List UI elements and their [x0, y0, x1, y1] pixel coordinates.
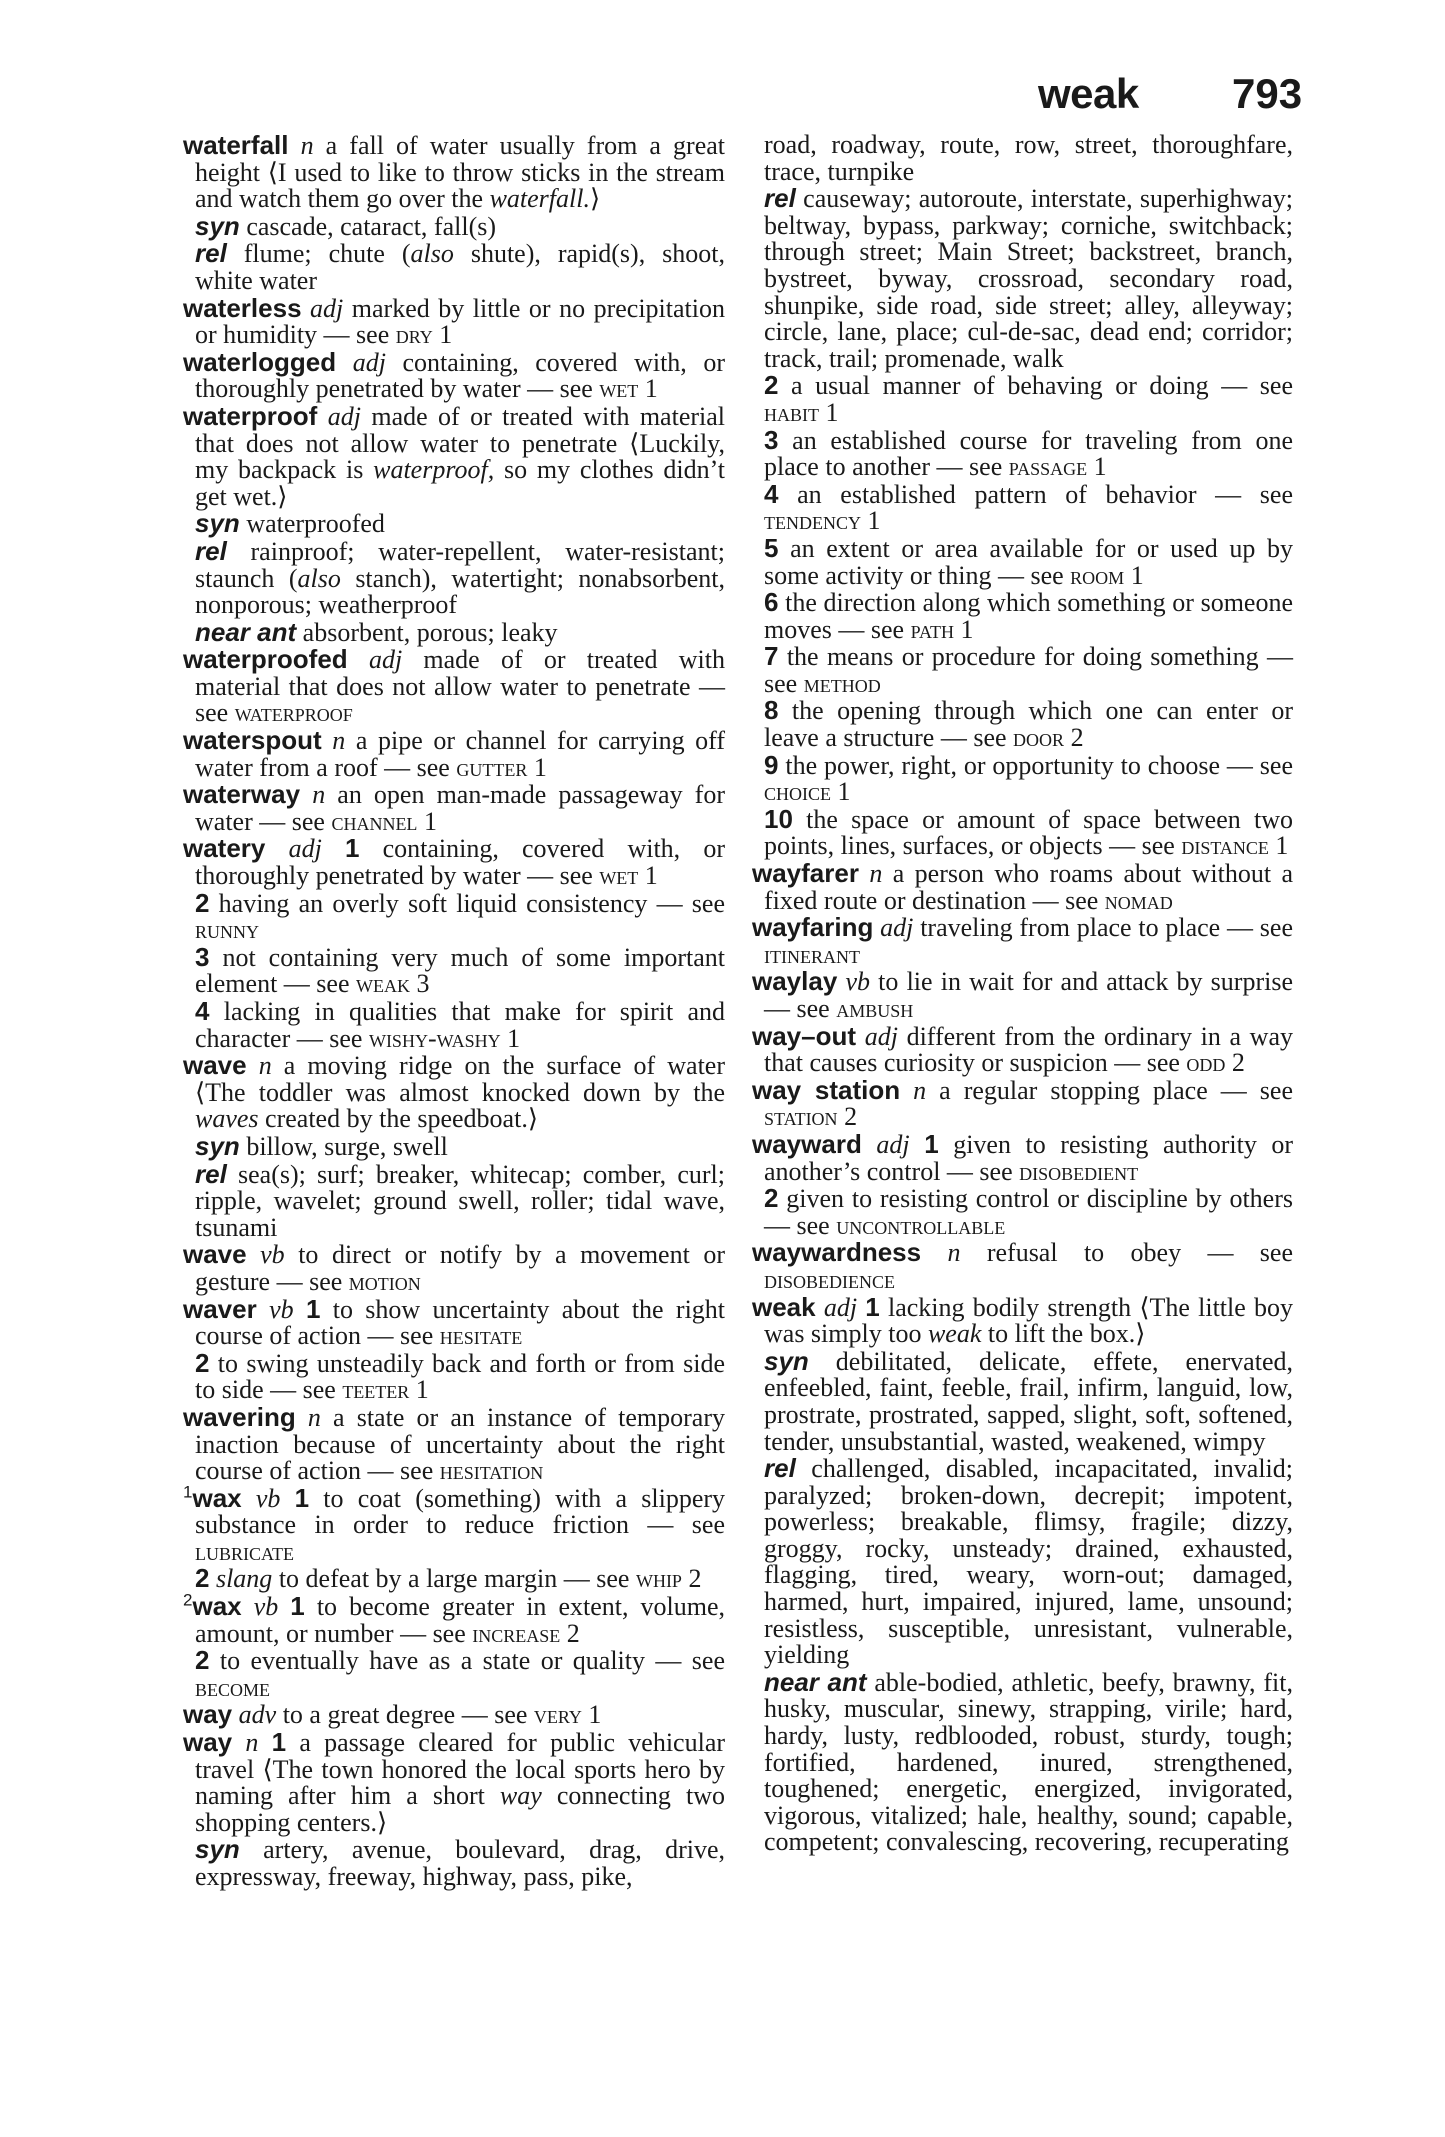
text: so my clothes didn’t get wet.⟩ [195, 455, 726, 511]
headword: waterless [183, 292, 302, 323]
text: different from the ordinary in a way that causes curiosity or suspicion — see [764, 1021, 1293, 1078]
headword: wayward [752, 1128, 862, 1159]
guide-word: weak [1038, 70, 1139, 117]
text [336, 348, 353, 377]
section-label: near ant [195, 616, 297, 647]
part-of-speech: vb [269, 1294, 294, 1324]
text: not containing very much of some important element — see [195, 942, 725, 999]
text: 1 [1124, 560, 1144, 590]
entry-subsense [752, 132, 1293, 185]
text: 1 [432, 320, 453, 350]
dictionary-entry [183, 1482, 726, 1566]
part-of-speech: adj [288, 834, 322, 864]
text: ⟩ [589, 184, 601, 214]
cross-reference: weak [356, 969, 410, 999]
text: a pipe or channel for carrying off water from a roof — see [195, 726, 725, 782]
text: to show uncertainty about the right course of action — see [195, 1294, 726, 1351]
text [300, 780, 312, 809]
page-number: 793 [1232, 70, 1303, 117]
text: refusal to obey — see [960, 1238, 1294, 1268]
text: 2 [681, 1564, 702, 1594]
entry-subsense [752, 643, 1293, 697]
cross-reference: lubricate [195, 1536, 294, 1566]
headword: waterproof [183, 400, 318, 431]
cross-reference: channel [331, 806, 418, 836]
section-label: syn [195, 508, 240, 539]
dictionary-entry [752, 1074, 1293, 1132]
sense-number: 3 [764, 424, 779, 455]
dictionary-entry [183, 835, 725, 889]
cross-reference: method [803, 668, 881, 698]
sense-number: 1 [290, 1591, 305, 1622]
sense-number: 2 [764, 370, 779, 401]
part-of-speech: adv [238, 1700, 277, 1730]
section-label: syn [195, 210, 240, 241]
part-of-speech: adj [876, 1129, 910, 1159]
dictionary-entry [752, 1239, 1293, 1293]
headword: waywardness [752, 1237, 922, 1268]
part-of-speech: n [258, 1051, 272, 1081]
text: to lie in wait for and attack by surprise — see [764, 967, 1293, 1023]
text: 1 [819, 397, 839, 427]
headword: waver [183, 1293, 257, 1324]
text: 1 [638, 861, 658, 891]
text: the space or amount of space between two points, lines, surfaces, or objects — see [764, 804, 1293, 861]
entry-subsense [183, 210, 725, 241]
part-of-speech: adj [864, 1021, 898, 1051]
entry-subsense [183, 1565, 725, 1593]
headword: waterspout [183, 725, 322, 756]
headword: waterway [183, 779, 301, 810]
cross-reference: waterproof [234, 698, 353, 728]
headword: wax [192, 1591, 242, 1622]
italic-text: waves [195, 1104, 259, 1134]
italic-text: waterproof, [373, 455, 495, 485]
text: a person who roams about without a fixed route or destination — see [764, 859, 1293, 915]
text: traveling from place to place — see [913, 913, 1294, 943]
text [348, 645, 369, 674]
part-of-speech: n [869, 859, 883, 889]
text: 1 [581, 1700, 602, 1730]
headword: wayfarer [752, 858, 859, 889]
entry-subsense [183, 240, 725, 294]
text: 1 [831, 777, 851, 807]
sense-number: 3 [195, 941, 210, 972]
sense-number: 2 [764, 1183, 779, 1214]
dictionary-entry [183, 1729, 725, 1836]
entry-subsense [752, 749, 1293, 807]
text: made of or treated with material that does not allow water to penetrate — see [195, 645, 725, 728]
text [258, 1728, 271, 1757]
running-header [0, 70, 1445, 130]
text: 1 [527, 752, 547, 782]
text: able-bodied, athletic, beefy, brawny, fit, husky, muscular, sinewy, strapping, virile; hard, hardy, lusty, redblooded, robust, sturdy, tough; fortified, hardened, inured, strengthened, toughened; energetic, energized, invigorated, vigorous, vitalized; hale, healthy, sound; capable, competent; convalescing, recovering, recuperating [764, 1667, 1293, 1857]
dictionary-entry [183, 346, 725, 404]
text: stanch), watertight; nonabsorbent, nonporous; weatherproof [195, 563, 725, 620]
cross-reference: whip [635, 1564, 682, 1594]
sense-number: 1 [344, 833, 360, 864]
cross-reference: hesitation [439, 1456, 544, 1486]
part-of-speech: n [913, 1075, 927, 1105]
text: absorbent, porous; leaky [296, 617, 558, 647]
text: to coat (something) with a slippery substance in order to reduce friction — see [195, 1483, 726, 1540]
cross-reference: teeter [342, 1375, 410, 1405]
text: an extent or area available for or used up by some activity or thing — see [764, 533, 1293, 590]
text [921, 1238, 947, 1267]
headword: wave [183, 1239, 247, 1270]
text: a state or an instance of temporary inaction because of uncertainty about the right course of action — see [195, 1402, 725, 1486]
headword: waylay [752, 966, 838, 997]
part-of-speech: n [332, 726, 346, 756]
text: to eventually have as a state or quality — see [209, 1646, 725, 1676]
section-label: syn [195, 1130, 240, 1161]
sense-number: 4 [764, 478, 779, 509]
text: marked by little or no precipitation or humidity — see [195, 293, 725, 350]
dictionary-entry [752, 914, 1293, 968]
section-label: rel [764, 1453, 796, 1484]
entry-subsense [183, 616, 725, 647]
dictionary-entry [752, 1020, 1293, 1078]
italic-text: way [499, 1781, 542, 1811]
left-column [183, 132, 725, 1891]
sense-number: 5 [764, 532, 779, 563]
headword: wave [183, 1050, 247, 1081]
text: an established course for traveling from one place to another — see [764, 425, 1293, 482]
text: 1 [861, 506, 881, 536]
entry-subsense [183, 998, 725, 1052]
dictionary-entry [183, 1401, 725, 1486]
text [816, 1293, 824, 1322]
text: to a great degree — see [276, 1700, 534, 1730]
entry-subsense [183, 510, 725, 538]
section-label: rel [764, 183, 796, 214]
text: a usual manner of behaving or doing — see [778, 371, 1293, 401]
dictionary-entry [183, 1052, 725, 1133]
cross-reference: station [764, 1102, 838, 1132]
part-of-speech: adj [352, 347, 386, 377]
text [856, 1022, 865, 1051]
cross-reference: wet [599, 374, 639, 404]
italic-text: also [410, 239, 454, 269]
text [280, 1484, 294, 1513]
dictionary-entry [183, 781, 725, 835]
cross-reference: increase [472, 1618, 561, 1648]
text: a passage cleared for public vehicular travel ⟨The town honored the local sports hero by naming after him a short [195, 1728, 726, 1811]
headword: way [183, 1699, 233, 1730]
headword: wayfaring [752, 912, 874, 943]
sense-number: 9 [764, 749, 779, 780]
text: created by the speedboat.⟩ [258, 1104, 538, 1134]
part-of-speech: n [947, 1238, 961, 1268]
text [232, 1728, 245, 1757]
text [242, 1484, 256, 1513]
section-label: syn [764, 1345, 809, 1376]
cross-reference: runny [195, 915, 260, 945]
text: lacking in qualities that make for spirit and character — see [195, 997, 725, 1053]
text: to lift the box.⟩ [981, 1319, 1146, 1349]
text [257, 1295, 269, 1324]
dictionary-entry [183, 1701, 725, 1729]
headword: wavering [183, 1401, 296, 1432]
text: 2 [1064, 723, 1084, 753]
dictionary-entry [183, 132, 725, 213]
sense-number: 8 [764, 695, 779, 726]
dictionary-entry [752, 1128, 1294, 1186]
entry-subsense [183, 887, 725, 945]
headword: watery [183, 833, 266, 864]
text: 1 [500, 1023, 521, 1053]
cross-reference: disobedience [764, 1264, 895, 1294]
sense-number: 6 [764, 587, 779, 618]
cross-reference: dry [395, 320, 433, 350]
headword: way station [752, 1074, 901, 1105]
cross-reference: become [195, 1672, 271, 1702]
text: the opening through which one can enter or leave a structure — see [764, 696, 1293, 753]
text: made of or treated with material that does not allow water to penetrate ⟨Luckily, my backpack is [195, 401, 726, 485]
cross-reference: motion [348, 1266, 421, 1296]
text [296, 1403, 308, 1432]
text [289, 131, 301, 160]
text: causeway; autoroute, interstate, superhighway; beltway, bypass, parkway; corniche, switchback; through street; Main Street; backstreet, branch, bystreet, byway, crossroad, secondary road, shunpike, side road, side street; alley, alleyway; circle, lane, place; cul-de-sac, dead end; corridor; track, trail; promenade, walk [764, 184, 1293, 373]
cross-reference: passage [1008, 452, 1088, 482]
text: debilitated, delicate, effete, enervated, enfeebled, faint, feeble, frail, infirm, languid, low, prostrate, prostrated, sapped, slight, soft, softened, tender, unsubstantial, wasted, weakened, wimpy [764, 1346, 1293, 1456]
headword: way [183, 1727, 233, 1758]
text [322, 834, 345, 863]
text: to swing unsteadily back and forth or from side to side — see [195, 1348, 725, 1405]
text: waterproofed [239, 509, 385, 539]
dictionary-entry [183, 292, 725, 350]
entry-subsense [752, 1666, 1293, 1857]
text: sea(s); surf; breaker, whitecap; comber, curl; ripple, wavelet; ground swell, roller; tidal wave, tsunami [195, 1159, 725, 1242]
section-label: near ant [764, 1666, 867, 1697]
entry-subsense [752, 1185, 1293, 1239]
headword: way–out [752, 1020, 857, 1051]
text [862, 1130, 877, 1159]
text: 1 [953, 614, 974, 644]
sense-number: 1 [865, 1291, 880, 1322]
cross-reference: ambush [836, 994, 914, 1023]
cross-reference: wishy-washy [368, 1023, 501, 1053]
dictionary-entry [183, 646, 725, 727]
headword: waterfall [183, 130, 289, 160]
section-label: rel [195, 535, 227, 566]
entry-subsense [752, 372, 1293, 426]
text: 2 [560, 1618, 580, 1648]
italic-text: waterfall. [489, 184, 590, 214]
cross-reference: itinerant [764, 939, 860, 969]
entry-subsense [183, 1158, 725, 1242]
part-of-speech: adj [368, 645, 403, 675]
dictionary-entry [752, 1291, 1294, 1349]
homograph-number: 1 [183, 1482, 193, 1502]
part-of-speech: vb [253, 1592, 279, 1622]
cross-reference: choice [764, 777, 831, 807]
text: connecting two shopping centers.⟩ [195, 1781, 725, 1837]
part-of-speech: adj [327, 401, 361, 431]
italic-text: also [297, 563, 341, 593]
text: 2 [837, 1102, 858, 1132]
text: 1 [638, 374, 658, 404]
text: an open man-made passageway for water — see [195, 780, 726, 836]
entry-subsense [752, 185, 1293, 372]
sense-number: 7 [764, 641, 779, 672]
headword: waterproofed [183, 644, 348, 675]
text: an established pattern of behavior — see [778, 479, 1293, 509]
part-of-speech: adj [310, 293, 344, 323]
part-of-speech: adj [880, 913, 914, 943]
dictionary-entry [752, 860, 1293, 914]
sense-number: 10 [764, 803, 793, 834]
text: to become greater in extent, volume, amount, or number — see [195, 1592, 726, 1648]
cross-reference: gutter [456, 752, 528, 782]
cross-reference: distance [1181, 831, 1269, 861]
italic-text: slang [215, 1564, 273, 1594]
text: given to resisting control or discipline by others — see [764, 1184, 1293, 1240]
text [265, 834, 288, 863]
text: the direction along which something or someone moves — see [764, 588, 1293, 644]
text: a moving ridge on the surface of water ⟨The toddler was almost knocked down by the [195, 1051, 726, 1107]
sense-number: 4 [195, 996, 210, 1026]
cross-reference: disobedient [1019, 1156, 1139, 1186]
text [247, 1240, 261, 1269]
entry-subsense [752, 424, 1293, 482]
sense-number: 2 [195, 1347, 210, 1378]
section-label: syn [195, 1834, 240, 1865]
dictionary-entry [752, 968, 1293, 1022]
text: artery, avenue, boulevard, drag, drive, expressway, freeway, highway, pass, pike, [195, 1835, 725, 1891]
text: road, roadway, route, row, street, thoroughfare, trace, turnpike [764, 130, 1293, 186]
cross-reference: wet [599, 861, 639, 891]
text: 2 [1225, 1048, 1245, 1078]
headword: waterlogged [183, 346, 337, 377]
text [900, 1076, 913, 1105]
text: to defeat by a large margin — see [272, 1564, 636, 1594]
text: challenged, disabled, incapacitated, invalid; paralyzed; broken-down, decrepit; impotent, powerless; breakable, flimsy, fragile; dizzy, groggy, rocky, unsteady; drained, exhausted, flagging, tired, weary, worn-out; damaged, harmed, hurt, impaired, injured, lame, unsound; resistless, susceptible, unresistant, vulnerable, yielding [764, 1454, 1293, 1670]
cross-reference: habit [764, 397, 819, 427]
cross-reference: uncontrollable [836, 1210, 1006, 1240]
text [278, 1592, 290, 1621]
text [294, 1295, 306, 1324]
part-of-speech: n [312, 780, 326, 810]
text: given to resisting authority or another’s control — see [764, 1129, 1294, 1186]
text: billow, surge, swell [239, 1131, 448, 1161]
section-label: rel [195, 1158, 227, 1189]
text: containing, covered with, or thoroughly penetrated by water — see [195, 347, 725, 404]
sense-number: 2 [195, 1645, 210, 1676]
text: the power, right, or opportunity to choose — see [778, 750, 1293, 780]
dictionary-entry [183, 727, 725, 781]
entry-subsense [183, 1130, 725, 1161]
text: 1 [1268, 831, 1289, 861]
cross-reference: nomad [1104, 885, 1173, 915]
part-of-speech: vb [255, 1483, 281, 1513]
sense-number: 2 [195, 887, 210, 918]
part-of-speech: n [245, 1728, 259, 1758]
cross-reference: tendency [764, 506, 861, 536]
cross-reference: door [1013, 723, 1065, 753]
entry-subsense [752, 1345, 1293, 1456]
text: 1 [417, 806, 437, 836]
part-of-speech: n [307, 1402, 321, 1432]
entry-subsense [752, 589, 1293, 643]
part-of-speech: vb [260, 1240, 285, 1270]
headword: weak [752, 1291, 816, 1322]
part-of-speech: vb [845, 967, 871, 997]
dictionary-entry [183, 400, 726, 511]
right-column [752, 132, 1293, 1856]
sense-number: 2 [195, 1563, 210, 1594]
entry-subsense [752, 532, 1293, 590]
headword: wax [192, 1482, 242, 1513]
cross-reference: hesitate [439, 1321, 523, 1351]
dictionary-entry [183, 1241, 725, 1295]
part-of-speech: n [300, 131, 314, 160]
text: shute), rapid(s), shoot, white water [195, 239, 725, 295]
cross-reference: room [1070, 560, 1125, 590]
sense-number: 1 [924, 1128, 939, 1159]
section-label: rel [195, 238, 227, 269]
text: flume; chute ( [226, 239, 411, 269]
text [859, 859, 869, 888]
entry-subsense [752, 803, 1293, 861]
entry-subsense [183, 1347, 725, 1405]
dictionary-entry [183, 1590, 726, 1648]
entry-subsense [183, 1647, 725, 1701]
part-of-speech: adj [823, 1292, 858, 1322]
text [242, 1592, 254, 1621]
text: the means or procedure for doing something — see [764, 642, 1293, 698]
dictionary-entry [183, 1293, 726, 1351]
text: to direct or notify by a movement or gesture — see [195, 1240, 726, 1296]
text: containing, covered with, or thoroughly penetrated by water — see [195, 834, 726, 891]
cross-reference: odd [1186, 1048, 1226, 1078]
cross-reference: path [910, 614, 954, 644]
text: 1 [409, 1375, 429, 1405]
entry-subsense [183, 1836, 725, 1890]
text: rainproof; water-repellent, water-resistant; staunch ( [195, 536, 725, 593]
text: 3 [409, 969, 430, 999]
text: having an overly soft liquid consistency — see [209, 888, 725, 918]
entry-subsense [752, 1455, 1293, 1669]
text: a fall of water usually from a great height ⟨I used to like to throw sticks in the stream and watch them go over the [195, 131, 726, 214]
entry-subsense [183, 535, 725, 620]
homograph-number: 2 [183, 1590, 193, 1610]
text [910, 1130, 925, 1159]
text: lacking bodily strength ⟨The little boy was simply too [764, 1292, 1294, 1349]
text: a regular stopping place — see [926, 1075, 1293, 1105]
sense-number: 1 [305, 1293, 321, 1324]
cross-reference: very [533, 1700, 582, 1730]
italic-text: weak [927, 1319, 982, 1349]
sense-number: 1 [271, 1727, 287, 1758]
entry-subsense [752, 697, 1293, 751]
text [247, 1051, 259, 1080]
text [322, 726, 333, 755]
entry-subsense [752, 478, 1293, 536]
entry-subsense [183, 941, 725, 999]
text [302, 294, 311, 323]
text [317, 402, 327, 431]
text: 1 [1087, 452, 1107, 482]
sense-number: 1 [294, 1482, 310, 1513]
text: cascade, cataract, fall(s) [239, 211, 497, 241]
